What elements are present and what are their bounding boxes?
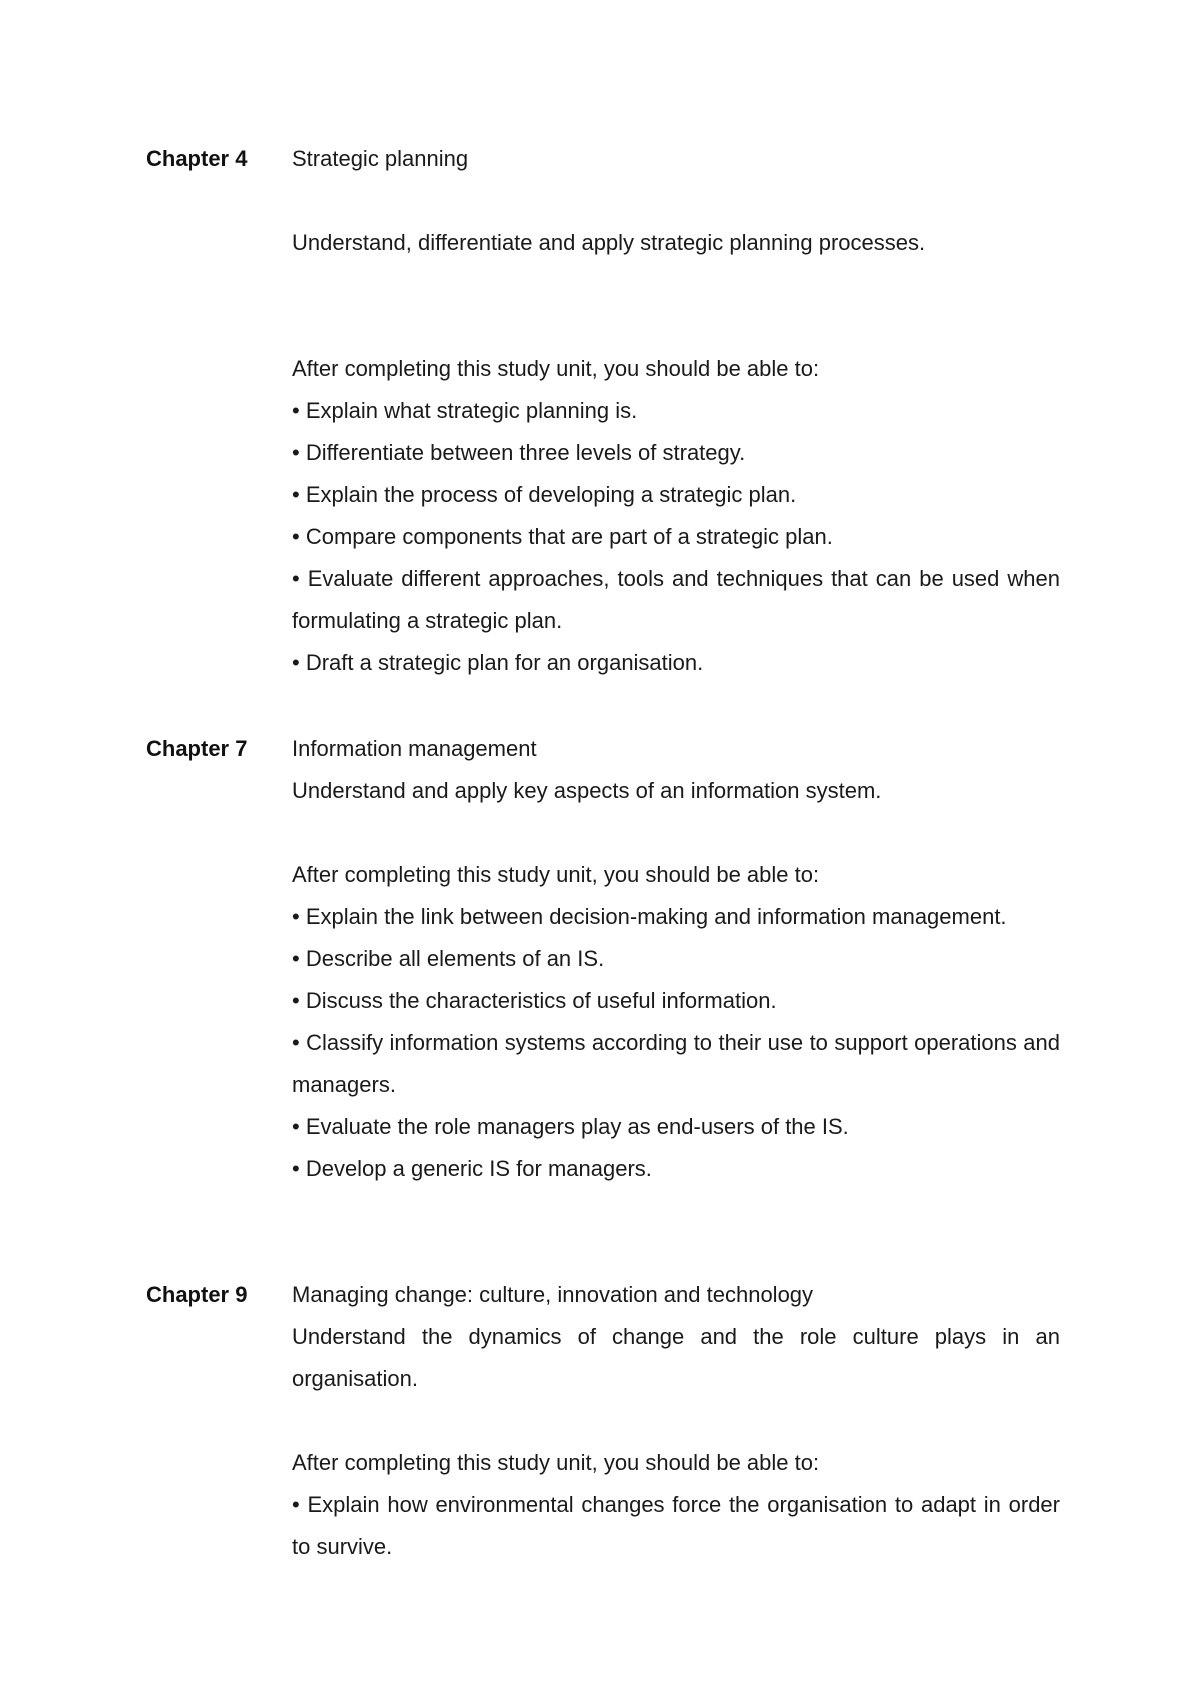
chapter-label: Chapter 4 — [146, 146, 248, 171]
chapter-aim: Understand and apply key aspects of an information system. — [292, 778, 882, 803]
outcome-item: • Evaluate the role managers play as end-users of the IS. — [292, 1114, 849, 1139]
chapter-title: Managing change: culture, innovation and technology — [292, 1282, 814, 1307]
chapter-title: Strategic planning — [292, 146, 469, 171]
chapter-aim: Understand the dynamics of change and the role culture plays in an organisation. — [292, 1324, 1060, 1391]
outcome-item: • Develop a generic IS for managers. — [292, 1156, 652, 1181]
chapter-body — [292, 138, 1060, 684]
outcome-item: • Explain the process of developing a strategic plan. — [292, 482, 797, 507]
outcome-item: • Compare components that are part of a strategic plan. — [292, 524, 833, 549]
chapter-aim: Understand, differentiate and apply strategic planning processes. — [292, 230, 926, 255]
outcome-item: • Explain the link between decision-making and information management. — [292, 904, 1007, 929]
outcome-item: • Differentiate between three levels of strategy. — [292, 440, 746, 465]
chapter-title: Information management — [292, 736, 537, 761]
outcome-item: • Evaluate different approaches, tools and techniques that can be used when formulating a strategic plan. — [292, 566, 1060, 633]
spacer — [292, 812, 1060, 854]
outcomes-intro: After completing this study unit, you should be able to: — [292, 356, 820, 381]
chapter-label: Chapter 9 — [146, 1282, 248, 1307]
outcome-item: • Describe all elements of an IS. — [292, 946, 605, 971]
outcome-item: • Explain how environmental changes force the organisation to adapt in order to survive. — [292, 1492, 1060, 1559]
outcomes-intro: After completing this study unit, you should be able to: — [292, 1450, 820, 1475]
spacer — [292, 264, 1060, 348]
spacer — [292, 180, 1060, 222]
outcome-item: • Classify information systems according to their use to support operations and managers. — [292, 1030, 1060, 1097]
chapter-body — [292, 1274, 1060, 1568]
outcome-item: • Discuss the characteristics of useful information. — [292, 988, 777, 1013]
chapter-label: Chapter 7 — [146, 736, 248, 761]
outcome-item: • Explain what strategic planning is. — [292, 398, 638, 423]
chapter-body — [292, 728, 1060, 1190]
outcomes-intro: After completing this study unit, you should be able to: — [292, 862, 820, 887]
spacer — [292, 1400, 1060, 1442]
outcome-item: • Draft a strategic plan for an organisation. — [292, 650, 704, 675]
